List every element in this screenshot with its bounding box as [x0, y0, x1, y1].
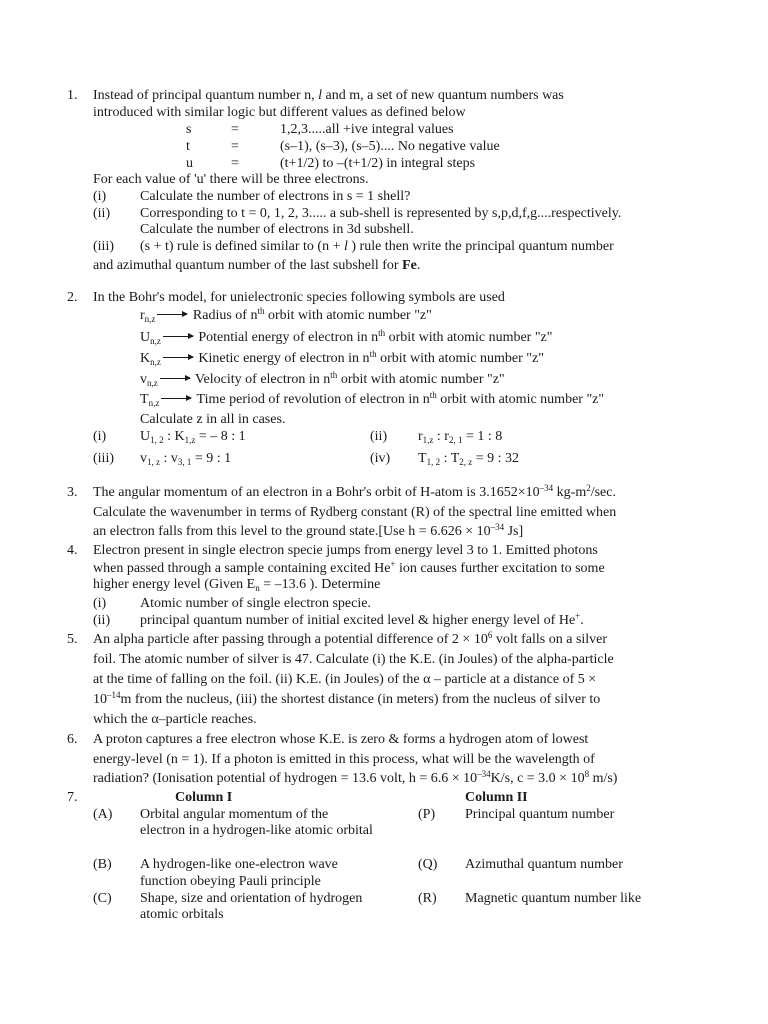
definition-symbol: t	[186, 139, 190, 154]
question-text: A proton captures a free electron whose K.E. is zero & forms a hydrogen atom of lowest	[93, 732, 589, 747]
ratio-expression: $r_{1,z}$ : $r_{2, 1} = 1$ : 8	[418, 429, 503, 445]
match-label: (B)	[93, 857, 112, 872]
match-text: atomic orbitals	[140, 907, 224, 922]
question-text: introduced with similar logic but different values as defined below	[93, 105, 466, 120]
question-text: In the Bohr's model, for unielectronic species following symbols are used	[93, 290, 505, 305]
match-text: function obeying Pauli principle	[140, 874, 321, 889]
question-text: when passed through a sample containing excited He+ ion causes further excitation to some	[93, 559, 605, 576]
question-number: 3.	[67, 485, 78, 500]
ratio-expression: $v_{1, z}$ : $v_{3, 1} = 9$ : 1	[140, 451, 232, 467]
symbol-definition: $K_{n,z}$ Kinetic energy of electron in $n^{th}$ orbit with atomic number "z"	[140, 349, 544, 367]
definition-symbol: s	[186, 122, 192, 137]
question-text: $10^{-14}m$ from the nucleus, (iii) the shortest distance (in meters) from the nucleus of silver to	[93, 690, 601, 707]
match-label: (Q)	[418, 857, 438, 872]
definition-value: 1,2,3.....all +ive integral values	[280, 122, 454, 137]
column-heading: Column II	[465, 790, 528, 805]
part-text: Atomic number of single electron specie.	[140, 596, 371, 611]
question-text: at the time of falling on the foil. (ii) K.E. (in Joules) of the α – particle at a distance of 5 ×	[93, 672, 597, 687]
part-label: (ii)	[93, 613, 111, 628]
part-label: (i)	[93, 596, 107, 611]
match-text: Orbital angular momentum of the	[140, 807, 329, 822]
question-number: 4.	[67, 543, 78, 558]
question-text: Electron present in single electron specie jumps from energy level 3 to 1. Emitted photons	[93, 543, 598, 558]
definition-equals: =	[231, 139, 239, 154]
question-number: 2.	[67, 290, 78, 305]
symbol-definition: $v_{n,z}$ Velocity of electron in $n^{th}$ orbit with atomic number "z"	[140, 370, 505, 388]
part-label: (ii)	[370, 429, 388, 444]
match-text: Azimuthal quantum number	[465, 857, 623, 872]
match-label: (R)	[418, 891, 437, 906]
question-text: radiation? (Ionisation potential of hydrogen = 13.6 volt, $h = 6.6 \times 10^{-34}K/s$, $c = 3.0 \times 10^8$ m/s)	[93, 769, 618, 786]
arrow-icon	[157, 314, 187, 315]
question-text: Instead of principal quantum number n, l and m, a set of new quantum numbers was	[93, 88, 564, 103]
ratio-expression: $T_{1, 2}$ : $T_{2, z} = 9$ : 32	[418, 451, 520, 467]
part-text: Calculate the number of electrons in 3d subshell.	[140, 222, 414, 237]
symbol-definition: $r_{n,z}$ Radius of $n^{th}$ orbit with atomic number "z"	[140, 306, 432, 324]
question-number: 1.	[67, 88, 78, 103]
question-number: 6.	[67, 732, 78, 747]
part-label: (iii)	[93, 451, 114, 466]
column-heading: Column I	[175, 790, 233, 805]
question-number: 5.	[67, 632, 78, 647]
arrow-icon	[163, 357, 193, 358]
definition-equals: =	[231, 156, 239, 171]
question-text: which the α–particle reaches.	[93, 712, 257, 727]
definition-symbol: u	[186, 156, 193, 171]
question-text: an electron falls from this level to the ground state.[Use $h = 6.626 \times 10^{-34}$ Js]	[93, 522, 524, 539]
match-label: (A)	[93, 807, 113, 822]
question-text: higher energy level (Given $E_n = -13.6$ ). Determine	[93, 577, 381, 593]
symbol-definition: $U_{n,z}$ Potential energy of electron in $n^{th}$ orbit with atomic number "z"	[140, 328, 553, 346]
match-text: Magnetic quantum number like	[465, 891, 642, 906]
part-label: (i)	[93, 189, 107, 204]
match-label: (C)	[93, 891, 112, 906]
match-text: electron in a hydrogen-like atomic orbital	[140, 823, 373, 838]
part-text: and azimuthal quantum number of the last subshell for Fe.	[93, 258, 421, 273]
arrow-icon	[160, 378, 190, 379]
ratio-expression: $U_{1, 2}$ : $K_{1,z}$ = – 8 : 1	[140, 429, 246, 445]
arrow-icon	[163, 336, 193, 337]
question-number: 7.	[67, 790, 78, 805]
part-text: (s + t) rule is defined similar to (n + l ) rule then write the principal quantum number	[140, 239, 614, 254]
question-text: The angular momentum of an electron in a Bohr's orbit of H-atom is $3.1652\times 10^{-34}$ $kg-m^2/\sec$.	[93, 483, 616, 500]
part-text: Corresponding to t = 0, 1, 2, 3..... a sub-shell is represented by s,p,d,f,g....respectively.	[140, 206, 622, 221]
question-text: An alpha particle after passing through a potential difference of $2 \times 10^6$ volt falls on a silver	[93, 630, 608, 647]
part-label: (iv)	[370, 451, 391, 466]
definition-equals: =	[231, 122, 239, 137]
question-text: foil. The atomic number of silver is 47. Calculate (i) the K.E. (in Joules) of the alpha-particle	[93, 652, 614, 667]
part-label: (ii)	[93, 206, 111, 221]
definition-value: (t+1/2) to –(t+1/2) in integral steps	[280, 156, 476, 171]
question-text: Calculate the wavenumber in terms of Rydberg constant (R) of the spectral line emitted when	[93, 505, 617, 520]
part-text: principal quantum number of initial excited level & higher energy level of He+.	[140, 611, 584, 628]
match-label: (P)	[418, 807, 436, 822]
question-text: Calculate z in all in cases.	[140, 412, 286, 427]
match-text: Principal quantum number	[465, 807, 615, 822]
symbol-definition: $T_{n,z}$ Time period of revolution of electron in $n^{th}$ orbit with atomic number "z"	[140, 390, 605, 408]
part-text: Calculate the number of electrons in s = 1 shell?	[140, 189, 411, 204]
match-text: Shape, size and orientation of hydrogen	[140, 891, 363, 906]
question-text: energy-level (n = 1). If a photon is emitted in this process, what will be the wavelength of	[93, 752, 595, 767]
question-note: For each value of 'u' there will be three electrons.	[93, 172, 369, 187]
arrow-icon	[161, 398, 191, 399]
match-text: A hydrogen-like one-electron wave	[140, 857, 338, 872]
definition-value: (s–1), (s–3), (s–5).... No negative value	[280, 139, 500, 154]
part-label: (i)	[93, 429, 107, 444]
part-label: (iii)	[93, 239, 114, 254]
